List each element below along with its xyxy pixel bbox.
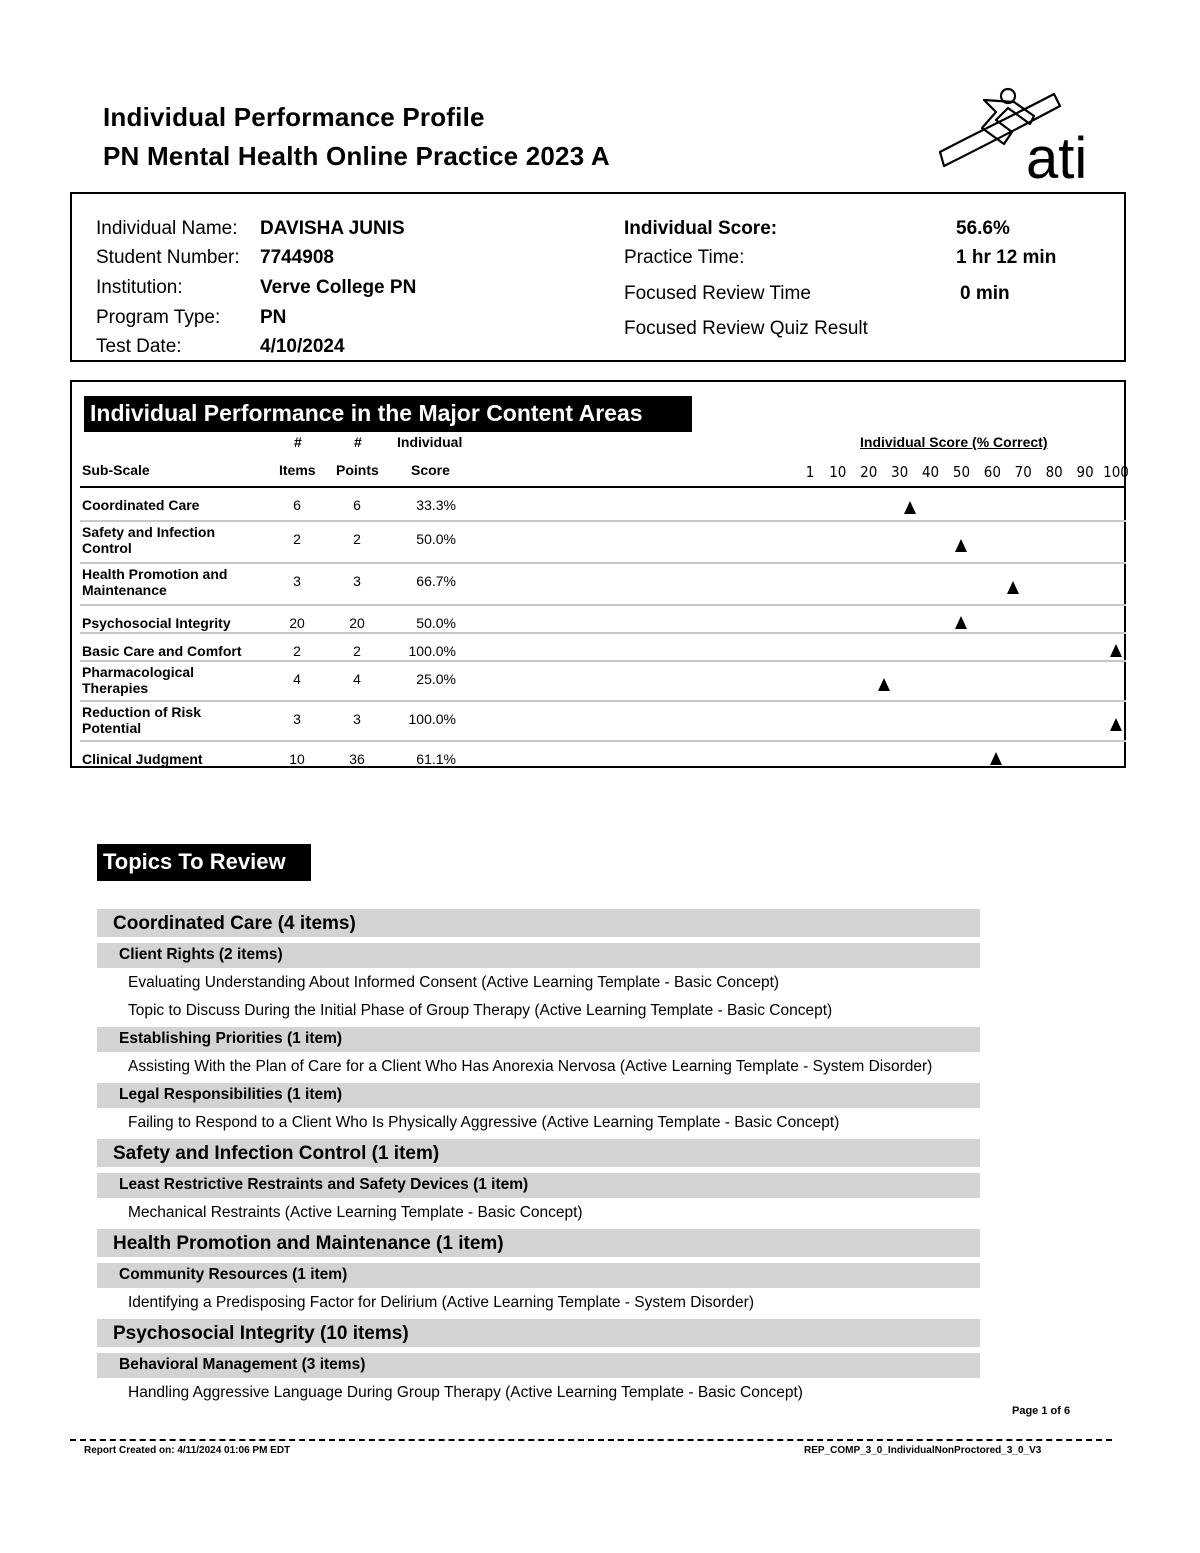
subscale-name: Health Promotion and Maintenance (82, 566, 228, 598)
score-tick: 80 (1045, 463, 1063, 481)
topic-subcategory: Client Rights (2 items) (97, 943, 980, 968)
student-info-box (70, 192, 1126, 362)
score-percent: 66.7% (416, 573, 456, 589)
score-percent: 100.0% (408, 643, 456, 659)
topic-category: Coordinated Care (4 items) (97, 909, 980, 937)
subscale-name: Clinical Judgment (82, 751, 203, 767)
subscale-row (80, 740, 1126, 770)
student-number-value: 7744908 (260, 247, 334, 268)
test-date-label: Test Date: (96, 336, 182, 357)
score-percent: 33.3% (416, 497, 456, 513)
topic-item[interactable]: Assisting With the Plan of Care for a Client Who Has Anorexia Nervosa (Active Learning Template - System Disorder) (128, 1058, 933, 1075)
topic-subcategory: Community Resources (1 item) (97, 1263, 980, 1288)
items-count: 2 (293, 643, 301, 659)
subscale-row (80, 486, 1126, 522)
topic-subcategory: Establishing Priorities (1 item) (97, 1027, 980, 1052)
subscale-name: Psychosocial Integrity (82, 615, 231, 631)
name-value: DAVISHA JUNIS (260, 218, 405, 239)
subscale-row (80, 660, 1126, 702)
subscale-name: Reduction of Risk Potential (82, 704, 202, 736)
points-count: 2 (353, 643, 361, 659)
score-tick: 60 (983, 463, 1001, 481)
items-count: 3 (293, 573, 301, 589)
subscale-name: Safety and Infection Control (82, 524, 216, 556)
subscale-name: Pharmacological Therapies (82, 664, 195, 696)
topics-banner: Topics To Review (97, 844, 311, 881)
page-number: Page 1 of 6 (1012, 1405, 1071, 1417)
points-count: 36 (349, 751, 365, 767)
logo-wordmark: ati (1026, 126, 1088, 186)
items-count: 20 (289, 615, 305, 631)
subscale-header: Sub-Scale (82, 462, 150, 478)
score-percent: 50.0% (416, 615, 456, 631)
topic-item[interactable]: Failing to Respond to a Client Who Is Physically Aggressive (Active Learning Template - Basic Concept) (128, 1114, 840, 1131)
practice-time-value: 1 hr 12 min (956, 247, 1057, 268)
program-type-value: PN (260, 307, 287, 328)
topic-subcategory: Least Restrictive Restraints and Safety Devices (1 item) (97, 1173, 980, 1198)
performance-banner: Individual Performance in the Major Content Areas (84, 396, 692, 432)
score-tick: 10 (829, 463, 847, 481)
topic-subcategory: Legal Responsibilities (1 item) (97, 1083, 980, 1108)
subscale-row (80, 632, 1126, 662)
institution-value: Verve College PN (260, 277, 417, 298)
items-header: Items (279, 462, 316, 478)
score-marker (1110, 644, 1122, 657)
score-tick: 1 (805, 463, 815, 481)
subscale-row (80, 562, 1126, 606)
topic-item[interactable]: Topic to Discuss During the Initial Phase of Group Therapy (Active Learning Template - Basic Concept) (128, 1002, 833, 1019)
items-count: 3 (293, 711, 301, 727)
report-title: Individual Performance Profile (103, 102, 485, 132)
subscale-row (80, 700, 1126, 742)
points-header: Points (336, 462, 379, 478)
score-marker (1007, 581, 1019, 594)
items-count: 10 (289, 751, 305, 767)
focused-review-quiz-label: Focused Review Quiz Result (624, 318, 868, 339)
items-count: 4 (293, 671, 301, 687)
individual-score-value: 56.6% (956, 218, 1010, 239)
topic-item[interactable]: Handling Aggressive Language During Group Therapy (Active Learning Template - Basic Concept) (128, 1384, 803, 1401)
score-axis-title: Individual Score (% Correct) (860, 434, 1048, 450)
score-marker (1110, 718, 1122, 731)
score-percent: 100.0% (408, 711, 456, 727)
student-number-label: Student Number: (96, 247, 240, 268)
points-count: 2 (353, 531, 361, 547)
score-marker (904, 501, 916, 514)
topic-category: Safety and Infection Control (1 item) (97, 1139, 980, 1167)
score-marker (955, 616, 967, 629)
subscale-row (80, 604, 1126, 634)
score-tick: 30 (891, 463, 909, 481)
score-tick: 100 (1103, 463, 1129, 481)
footer-divider (70, 1439, 1112, 1441)
score-tick: 50 (952, 463, 971, 481)
topic-subcategory: Behavioral Management (3 items) (97, 1353, 980, 1378)
score-percent: 50.0% (416, 531, 456, 547)
ati-logo (934, 82, 1106, 186)
name-label: Individual Name: (96, 218, 238, 239)
items-hash-header: # (294, 434, 302, 450)
program-type-label: Program Type: (96, 307, 221, 328)
topic-item[interactable]: Identifying a Predisposing Factor for Delirium (Active Learning Template - System Disorder) (128, 1294, 754, 1311)
points-count: 4 (353, 671, 361, 687)
score-tick: 90 (1076, 463, 1094, 481)
topic-category: Health Promotion and Maintenance (1 item) (97, 1229, 980, 1257)
report-created: Report Created on: 4/11/2024 01:06 PM EDT (84, 1445, 291, 1456)
score-tick: 40 (921, 463, 940, 481)
individual-header: Individual (397, 434, 463, 450)
score-percent: 61.1% (416, 751, 456, 767)
report-subtitle: PN Mental Health Online Practice 2023 A (103, 141, 610, 171)
score-marker (990, 752, 1002, 765)
topic-item[interactable]: Mechanical Restraints (Active Learning Template - Basic Concept) (128, 1204, 583, 1221)
report-code: REP_COMP_3_0_IndividualNonProctored_3_0_V3 (804, 1445, 1042, 1456)
points-count: 3 (353, 573, 361, 589)
individual-score-label: Individual Score: (624, 218, 778, 239)
topic-item[interactable]: Evaluating Understanding About Informed Consent (Active Learning Template - Basic Concept) (128, 974, 780, 991)
focused-review-time-value: 0 min (960, 283, 1010, 304)
points-hash-header: # (354, 434, 362, 450)
performance-table-box (70, 380, 1129, 768)
focused-review-time-label: Focused Review Time (624, 283, 811, 304)
score-percent: 25.0% (416, 671, 456, 687)
score-header: Score (411, 462, 450, 478)
practice-time-label: Practice Time: (624, 247, 745, 268)
subscale-name: Coordinated Care (82, 497, 200, 513)
items-count: 2 (293, 531, 301, 547)
score-marker (878, 678, 890, 691)
score-tick: 70 (1014, 463, 1032, 481)
topic-category: Psychosocial Integrity (10 items) (97, 1319, 980, 1347)
subscale-name: Basic Care and Comfort (82, 643, 242, 659)
points-count: 20 (349, 615, 365, 631)
test-date-value: 4/10/2024 (260, 336, 345, 357)
subscale-row (80, 520, 1126, 564)
points-count: 6 (353, 497, 361, 513)
points-count: 3 (353, 711, 361, 727)
score-tick: 20 (860, 463, 878, 481)
institution-label: Institution: (96, 277, 183, 298)
items-count: 6 (293, 497, 301, 513)
score-marker (955, 539, 967, 552)
